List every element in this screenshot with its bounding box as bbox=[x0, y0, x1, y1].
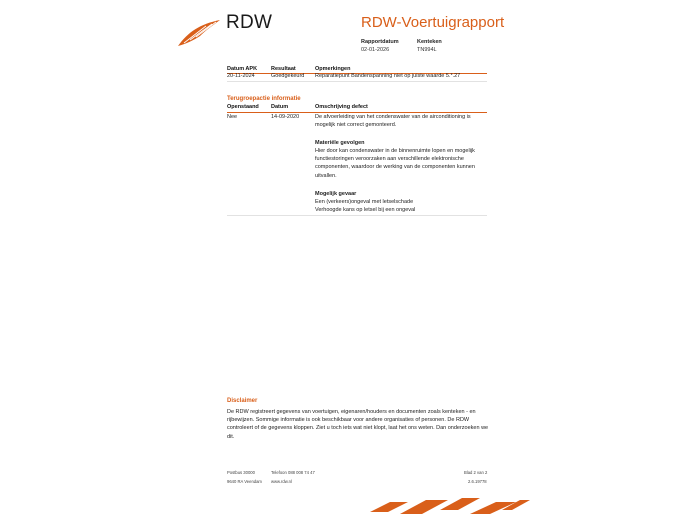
report-date-value: 02-01-2026 bbox=[361, 47, 390, 53]
recall-header-date: Datum bbox=[271, 104, 289, 110]
footer-address: 9640 RA Veendam bbox=[227, 479, 262, 484]
apk-header-result: Resultaat bbox=[271, 66, 296, 72]
danger-line-1: Een (verkeers)ongeval met letselschade bbox=[315, 199, 414, 205]
rdw-feather-logo-icon bbox=[176, 18, 222, 48]
recall-defect-description: De afvoerleiding van het condenswater van de airconditioning is mogelijk niet correct gemonteerd. bbox=[315, 114, 471, 129]
danger-line-2: Verhoogde kans op letsel bij een ongeval bbox=[315, 207, 416, 213]
plate-value: TN994L bbox=[417, 47, 437, 53]
rdw-stripes-icon bbox=[370, 496, 530, 514]
recall-header-defect: Omschrijving defect bbox=[315, 104, 368, 110]
apk-row-result: Goedgekeurd bbox=[271, 73, 305, 79]
consequences-title: Materiële gevolgen bbox=[315, 140, 365, 146]
plate-label: Kenteken bbox=[417, 39, 442, 45]
footer-version: 2.6.19778 bbox=[468, 479, 487, 484]
disclaimer-title: Disclaimer bbox=[227, 398, 258, 404]
footer-website-link[interactable]: www.rdw.nl bbox=[271, 479, 292, 484]
report-date-label: Rapportdatum bbox=[361, 39, 399, 45]
footer-page-number: Blad 2 van 2 bbox=[464, 470, 488, 475]
report-title: RDW-Voertuigrapport bbox=[361, 14, 505, 31]
recall-header-open: Openstaand bbox=[227, 104, 259, 110]
apk-row-date: 20-11-2024 bbox=[227, 73, 255, 79]
org-name: RDW bbox=[226, 12, 273, 33]
recall-row-divider bbox=[227, 215, 487, 216]
apk-row-divider bbox=[227, 81, 487, 82]
recall-open-value: Nee bbox=[227, 114, 238, 120]
recall-date-value: 14-09-2020 bbox=[271, 114, 300, 120]
danger-title: Mogelijk gevaar bbox=[315, 191, 357, 197]
apk-header-date: Datum APK bbox=[227, 66, 258, 72]
apk-header-remarks: Opmerkingen bbox=[315, 66, 351, 72]
disclaimer-text: De RDW registreert gegevens van voertuigen, eigenaren/houders en documenten zoals kenteken - en rijbewijzen. Sommige informatie is ook beschikbaar voor andere organisaties of personen. De RDW controleert of de gegevens kloppen. Ziet u toch iets wat niet klopt, laat het ons weten. Dan onderzoeken we dit. bbox=[227, 409, 489, 440]
footer-postbus: Postbus 30000 bbox=[227, 470, 255, 475]
consequences-text: Hier door kan condenswater in de binnenruimte lopen en mogelijk functiestoringen veroorzaken aan verschillende elektronische componenten, waardoor de werking van de componenten kunnen uitvallen. bbox=[315, 148, 475, 179]
recall-section-title: Terugroepactie informatie bbox=[227, 96, 301, 102]
apk-row-remark: Reparatiepunt Bandenspanning niet op juiste waarde 5.*.27 bbox=[315, 73, 461, 79]
footer-phone: Telefoon 088 008 74 47 bbox=[271, 470, 315, 475]
